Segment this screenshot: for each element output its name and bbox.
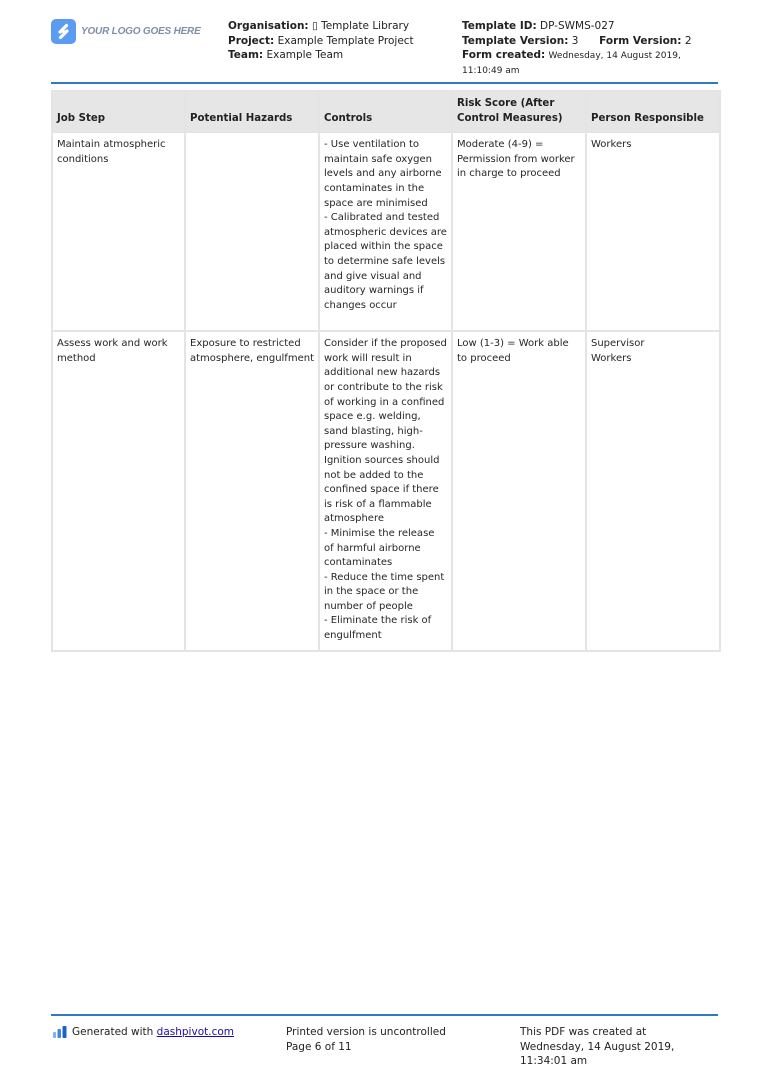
form-version-label: Form Version: (599, 34, 682, 47)
hazards-cell: Exposure to restricted atmosphere, engulfment (185, 331, 319, 650)
organisation-value: ▯ Template Library (311, 20, 410, 32)
pdf-created-date: Wednesday, 14 August 2019, (520, 1040, 675, 1053)
print-info (286, 1025, 446, 1054)
responsible-person: Supervisor (591, 338, 645, 350)
control-item: - Reduce the time spent in the space or the number of people (324, 571, 445, 612)
organisation-info (228, 19, 414, 63)
responsible-person: Workers (591, 139, 632, 151)
control-item: Consider if the proposed work will result in additional new hazards or contribute to the risk of working in a confined space e.g. welding, sand blasting, high-pressure washing. Ignition sources should not be added to the confined space if there is risk of a flammable atmosphere (324, 338, 447, 525)
control-item: - Use ventilation to maintain safe oxygen levels and any airborne contaminates in the space are minimised (324, 139, 442, 209)
swms-table (51, 90, 721, 652)
table-row (52, 132, 720, 331)
team-value: Example Team (266, 49, 344, 61)
form-created-line (462, 48, 692, 64)
table-row (52, 331, 720, 650)
project-value: Example Template Project (277, 34, 414, 47)
dashpivot-bars-icon (53, 1026, 67, 1038)
hazards-cell (185, 132, 319, 331)
column-header-risk-score: Risk Score (After Control Measures) (452, 91, 586, 132)
template-version-label: Template Version: (462, 34, 569, 47)
page-header (0, 0, 768, 84)
template-id-line (462, 19, 692, 34)
form-created-value: Wednesday, 14 August 2019, (548, 51, 681, 61)
template-id-label: Template ID: (462, 20, 537, 32)
logo (51, 19, 201, 44)
form-version-value: 2 (684, 34, 692, 47)
risk-score-cell: Low (1-3) = Work able to proceed (452, 331, 586, 650)
pdf-created-label: This PDF was created at (520, 1026, 647, 1038)
page-number: Page 6 of 11 (286, 1040, 352, 1053)
responsible-cell (586, 331, 720, 650)
project-label: Project: (228, 34, 275, 47)
controls-cell (319, 132, 452, 331)
dashpivot-link[interactable]: dashpivot.com (156, 1026, 234, 1038)
template-version-value: 3 (571, 34, 579, 47)
column-header-person-responsible: Person Responsible (586, 91, 720, 132)
table-header-row (52, 91, 720, 132)
logo-text: YOUR LOGO GOES HERE (81, 26, 201, 37)
control-item: - Minimise the release of harmful airborne contaminates (324, 527, 435, 569)
team-label: Team: (228, 49, 264, 61)
pdf-created-time: 11:34:01 am (520, 1055, 588, 1067)
responsible-cell (586, 132, 720, 331)
header-divider (51, 82, 718, 84)
risk-score-cell: Moderate (4-9) = Permission from worker in charge to proceed (452, 132, 586, 331)
pdf-created-info (520, 1025, 674, 1069)
job-step-cell: Assess work and work method (52, 331, 185, 650)
uncontrolled-notice: Printed version is uncontrolled (286, 1026, 446, 1038)
template-id-value: DP-SWMS-027 (540, 20, 615, 32)
form-created-label: Form created: (462, 49, 546, 61)
column-header-job-step: Job Step (52, 91, 185, 132)
column-header-potential-hazards: Potential Hazards (185, 91, 319, 132)
template-info (462, 19, 692, 78)
form-created-time: 11:10:49 am (462, 65, 520, 76)
controls-cell (319, 331, 452, 650)
organisation-line (228, 19, 414, 34)
version-line (462, 34, 692, 49)
responsible-person: Workers (591, 352, 632, 364)
generated-prefix: Generated with (72, 1026, 154, 1038)
footer-divider (51, 1014, 718, 1016)
control-item: - Eliminate the risk of engulfment (324, 615, 432, 642)
organisation-label: Organisation: (228, 20, 309, 32)
generated-with (53, 1025, 234, 1040)
project-line (228, 34, 414, 49)
team-line (228, 48, 414, 63)
column-header-controls: Controls (319, 91, 452, 132)
control-item: - Calibrated and tested atmospheric devices are placed within the space to determine safe levels and give visual and auditory warnings if changes occur (324, 212, 447, 311)
logo-icon (51, 19, 76, 44)
job-step-cell: Maintain atmospheric conditions (52, 132, 185, 331)
